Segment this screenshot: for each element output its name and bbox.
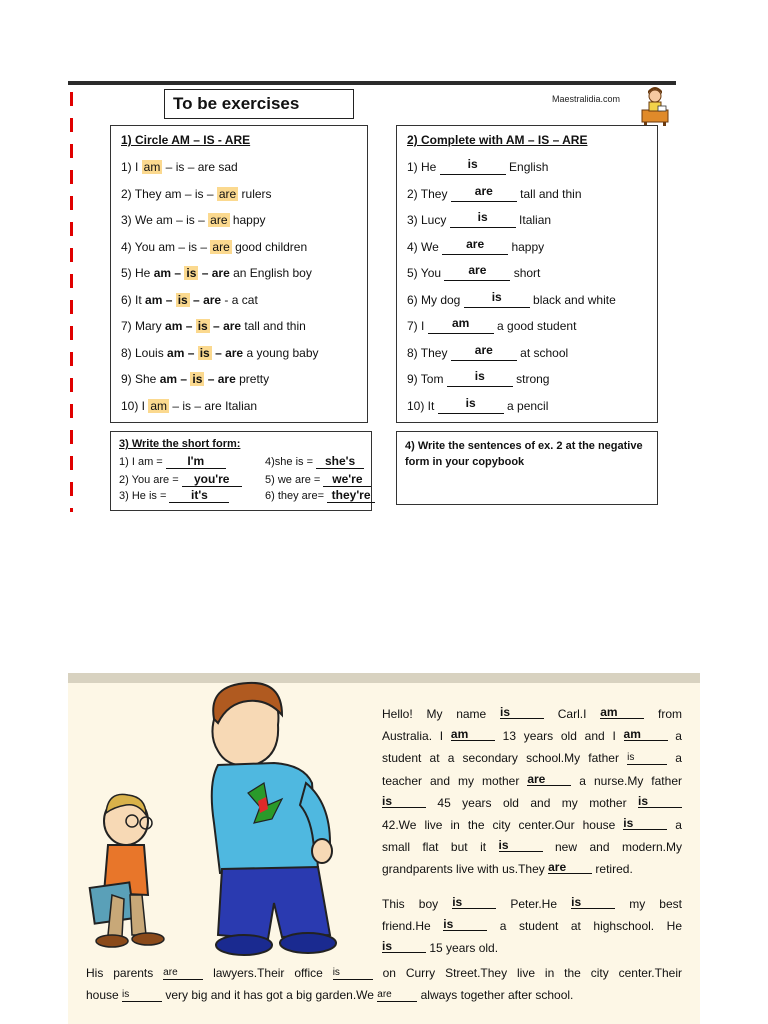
circled-answer: is	[177, 292, 188, 307]
circled-answer: am	[143, 160, 161, 174]
two-boys-illustration	[68, 673, 358, 973]
item-number: 3) Lucy	[407, 213, 450, 227]
exercise-1-row	[121, 240, 361, 267]
answer-text: am	[452, 316, 470, 330]
text: my best	[615, 897, 682, 911]
item-number: 8) They	[407, 345, 451, 360]
small-boy-figure	[90, 794, 164, 947]
short-form-item	[119, 454, 226, 469]
exercise-1-row	[121, 160, 361, 187]
text: This boy	[382, 897, 453, 911]
sentence-tail: happy	[508, 239, 545, 254]
sentence-tail: English	[505, 160, 549, 174]
sentence-tail: short	[510, 266, 541, 280]
short-form-answer: we're	[323, 472, 371, 487]
text-line	[86, 984, 682, 1006]
short-form-label: 4)she is =	[265, 456, 317, 468]
short-form-label: 6) they are=	[265, 490, 328, 502]
text: grandparents live with us.They	[382, 862, 549, 877]
option: am	[164, 186, 182, 201]
short-form-label: 5) we are =	[265, 474, 324, 486]
text: a	[667, 751, 682, 766]
answer-blank	[451, 183, 517, 202]
text: always together after school.	[417, 988, 574, 1003]
item-number: 8) Louis	[121, 345, 168, 360]
answer-blank	[464, 289, 530, 308]
top-divider-line	[68, 81, 676, 85]
exercise-2-row	[407, 289, 647, 320]
option: are	[204, 398, 222, 413]
sentence-tail: happy	[229, 213, 266, 227]
answer-blank	[428, 316, 494, 334]
exercise-1-row	[121, 399, 361, 426]
fill-in-blank: am	[600, 706, 644, 719]
exercise-1-row	[121, 293, 361, 320]
fill-in-blank: is	[443, 918, 487, 931]
red-dashed-margin	[70, 92, 73, 512]
exercise-2-row	[407, 210, 647, 240]
sentence-tail: a good student	[493, 319, 577, 333]
fill-in-blank: is	[382, 940, 426, 953]
exercise-2-row	[407, 263, 647, 293]
fill-in-blank: are	[548, 861, 592, 874]
text-line	[382, 915, 682, 937]
text: friend.He	[382, 919, 444, 934]
short-form-label: 3) He is =	[119, 490, 170, 502]
exercise-2-box	[396, 125, 658, 423]
item-number: 3) We	[121, 213, 157, 227]
text-line	[382, 792, 682, 814]
text: from	[644, 707, 682, 721]
dash: –	[209, 319, 224, 333]
text: house	[86, 988, 123, 1003]
answer-text: is	[465, 395, 476, 410]
exercise-2-list	[407, 157, 647, 425]
option: are	[217, 372, 236, 386]
item-number: 1) He	[407, 160, 440, 174]
dash: –	[191, 398, 205, 413]
exercise-1-row	[121, 187, 361, 214]
option: am	[158, 239, 176, 254]
exercise-3-box	[110, 431, 372, 511]
item-number: 2) They	[121, 186, 165, 201]
fill-in-blank: is	[452, 896, 496, 909]
sentence-tail: tall and thin	[241, 319, 306, 333]
paragraph-carl	[382, 703, 682, 881]
short-form-item	[265, 488, 375, 503]
teacher-at-desk-icon	[634, 84, 674, 126]
exercise-4-instruction: 4) Write the sentences of ex. 2 at the negative form in your copybook	[405, 440, 643, 468]
exercise-2-row	[407, 369, 647, 399]
dash: –	[181, 186, 195, 201]
answer-text: is	[491, 289, 502, 304]
fill-in-blank: is	[333, 967, 373, 980]
dash: –	[211, 345, 226, 360]
exercise-2-row	[407, 316, 647, 346]
text-line	[86, 962, 682, 984]
short-form-answer: she's	[316, 454, 364, 469]
dash: –	[175, 239, 189, 254]
sentence-tail: at school	[516, 345, 569, 360]
page-title: To be exercises	[173, 94, 300, 113]
exercise-1-heading: 1) Circle AM – IS - ARE	[121, 133, 251, 147]
dash: –	[162, 160, 176, 174]
text: Australia. I	[382, 729, 451, 744]
sentence-tail: Italian	[221, 398, 258, 413]
exercise-1-row	[121, 372, 361, 399]
text: 45 years old and my mother	[426, 795, 638, 810]
option: is	[182, 398, 192, 413]
text-line	[382, 747, 682, 769]
circled-answer: is	[186, 266, 197, 280]
circled-answer: are	[210, 213, 228, 227]
fill-in-blank: are	[527, 773, 571, 786]
fill-in-blank: is	[382, 795, 426, 808]
option: are	[211, 266, 230, 280]
big-boy-figure	[212, 683, 336, 955]
exercise-2-heading: 2) Complete with AM – IS – ARE	[407, 133, 588, 147]
sentence-tail: Italian	[515, 213, 552, 227]
text: 15 years old.	[426, 941, 499, 956]
fill-in-blank: is	[122, 989, 162, 1002]
fill-in-blank: is	[571, 896, 615, 909]
fill-in-blank: is	[638, 795, 682, 808]
text: small flat but it	[382, 840, 499, 855]
sentence-tail: pretty	[235, 372, 270, 386]
fill-in-blank: is	[499, 839, 543, 852]
fill-in-blank: is	[500, 706, 544, 719]
answer-blank	[440, 157, 506, 175]
short-form-answer: I'm	[166, 454, 226, 469]
exercise-2-row	[407, 342, 647, 373]
exercise-4-box	[396, 431, 658, 505]
answer-blank	[444, 263, 510, 281]
exercise-1-row	[121, 266, 361, 293]
text: 13 years old and I	[494, 729, 624, 744]
text: new and modern.My	[542, 840, 682, 855]
item-number: 4) You	[121, 239, 159, 254]
item-number: 2) They	[407, 186, 451, 201]
exercise-3-heading: 3) Write the short form:	[119, 438, 241, 450]
exercise-2-row	[407, 183, 647, 214]
text-line	[382, 725, 682, 747]
option: am	[153, 266, 172, 280]
item-number: 1) I	[121, 160, 142, 174]
text: Peter.He	[496, 897, 572, 911]
dash: –	[194, 213, 209, 227]
dash: –	[184, 345, 198, 360]
text: student at a secondary school.My father	[382, 751, 628, 766]
answer-text: are	[474, 183, 493, 198]
item-number: 10) I	[121, 398, 149, 413]
answer-text: is	[477, 210, 488, 224]
answer-text: are	[468, 263, 487, 277]
dash: –	[172, 213, 187, 227]
option: are	[197, 160, 216, 174]
answer-text: is	[467, 157, 478, 171]
text: teacher and my mother	[382, 773, 528, 788]
exercise-1-row	[121, 346, 361, 373]
short-form-label: 1) I am =	[119, 456, 166, 468]
short-form-item	[119, 472, 242, 487]
answer-blank	[450, 210, 516, 228]
text-line	[382, 703, 682, 725]
short-form-answer: you're	[182, 472, 242, 487]
sentence-tail: strong	[512, 372, 550, 386]
option: is	[188, 239, 198, 254]
item-number: 5) You	[407, 266, 445, 280]
sentence-tail: a pencil	[503, 398, 549, 413]
option: am	[165, 319, 183, 333]
text: a	[667, 818, 682, 833]
option: am	[156, 213, 173, 227]
option: is	[194, 186, 204, 201]
reading-fill-in-worksheet	[68, 673, 700, 1024]
circled-answer: is	[197, 319, 208, 333]
dash: –	[204, 372, 218, 386]
dash: –	[171, 266, 185, 280]
site-credit: Maestralidia.com	[552, 94, 621, 104]
fill-in-blank: am	[624, 728, 668, 741]
dash: –	[198, 266, 212, 280]
option: are	[223, 319, 242, 333]
text-line	[382, 814, 682, 836]
text: a nurse.My father	[571, 773, 682, 788]
fill-in-blank: am	[451, 728, 495, 741]
dash: –	[169, 398, 183, 413]
text: Hello! My name	[382, 707, 500, 721]
fill-in-blank: is	[623, 817, 667, 830]
exercise-1-list	[121, 160, 361, 425]
option: are	[203, 292, 222, 307]
answer-text: are	[474, 342, 493, 357]
item-number: 10) It	[407, 398, 438, 413]
text: on Curry Street.They live in the city center.Their	[372, 966, 682, 980]
short-form-answer: they're	[327, 488, 375, 503]
fill-in-blank: is	[627, 752, 667, 765]
answer-blank	[447, 369, 513, 387]
item-number: 7) Mary	[121, 319, 166, 333]
option: are	[225, 345, 244, 360]
short-form-label: 2) You are =	[119, 474, 182, 486]
paragraph-peter	[382, 893, 682, 960]
exercise-2-row	[407, 157, 647, 187]
short-form-item	[265, 454, 364, 469]
exercise-2-row	[407, 395, 647, 426]
item-number: 6) My dog	[407, 292, 464, 307]
circled-answer: am	[150, 398, 168, 413]
option: am	[167, 345, 185, 360]
item-number: 4) We	[407, 239, 443, 254]
dash: –	[177, 372, 191, 386]
title-box	[164, 89, 354, 119]
text: very big and it has got a big garden.We	[162, 988, 378, 1003]
sentence-tail: a young baby	[243, 345, 319, 360]
sentence-tail: black and white	[529, 292, 616, 307]
sentence-tail: an English boy	[229, 266, 312, 280]
exercise-1-box	[110, 125, 368, 423]
dash: –	[203, 186, 217, 201]
circled-answer: is	[199, 345, 210, 360]
text-line	[382, 836, 682, 858]
exercise-1-row	[121, 319, 361, 346]
sentence-tail: - a cat	[221, 292, 258, 307]
answer-text: is	[474, 369, 485, 383]
option: is	[175, 160, 185, 174]
dash: –	[162, 292, 176, 307]
dash: –	[182, 319, 196, 333]
dash: –	[189, 292, 204, 307]
text: lawyers.Their office	[203, 966, 333, 980]
paragraph-parents	[86, 962, 682, 1006]
text: 42.We live in the city center.Our house	[382, 818, 624, 833]
circled-answer: is	[192, 372, 203, 386]
exercise-1-row	[121, 213, 361, 240]
answer-blank	[451, 342, 517, 361]
item-number: 9) She	[121, 372, 160, 386]
answer-blank	[438, 395, 504, 414]
text: a student at highschool. He	[487, 919, 683, 934]
item-number: 7) I	[407, 319, 428, 333]
item-number: 9) Tom	[407, 372, 447, 386]
dash: –	[184, 160, 198, 174]
item-number: 6) It	[121, 292, 146, 307]
sentence-tail: sad	[215, 160, 238, 174]
text-line	[382, 770, 682, 792]
answer-blank	[442, 236, 508, 255]
circled-answer: are	[212, 239, 230, 254]
fill-in-blank: are	[377, 989, 417, 1002]
option: am	[159, 372, 178, 386]
text: retired.	[592, 862, 633, 877]
exercise-2-row	[407, 236, 647, 267]
text-line	[382, 937, 682, 959]
text-line	[382, 893, 682, 915]
text-line	[382, 858, 682, 880]
sentence-tail: good children	[231, 239, 308, 254]
text: a	[667, 729, 682, 744]
circled-answer: are	[218, 186, 237, 201]
text: Carl.I	[544, 707, 601, 721]
item-number: 5) He	[121, 266, 154, 280]
fill-in-blank: are	[163, 967, 203, 980]
short-form-answer: it's	[169, 488, 229, 503]
short-form-item	[265, 472, 371, 487]
option: am	[145, 292, 163, 307]
dash: –	[197, 239, 211, 254]
text: His parents	[86, 966, 164, 980]
option: is	[186, 213, 195, 227]
short-form-item	[119, 488, 229, 503]
sentence-tail: rulers	[238, 186, 272, 201]
sentence-tail: tall and thin	[516, 186, 582, 201]
answer-text: are	[466, 236, 485, 251]
